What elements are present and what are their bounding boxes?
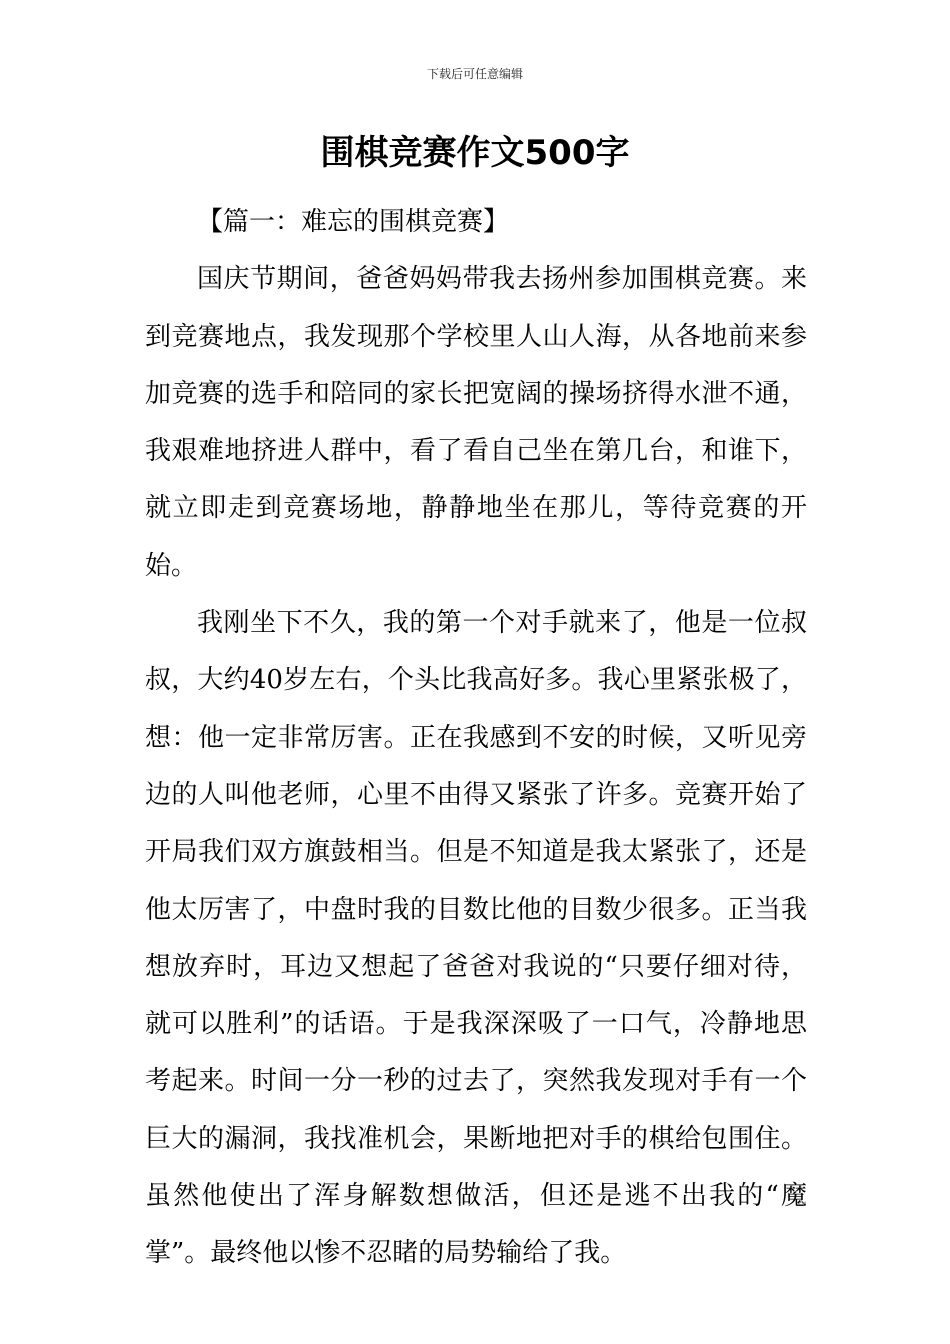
document-body bbox=[145, 194, 807, 1283]
document-title: 围棋竞赛作文500字 bbox=[320, 133, 630, 173]
paragraph-2: 我刚坐下不久，我的第一个对手就来了，他是一位叔叔，大约40岁左右，个头比我高好多。我心里紧张极了，想：他一定非常厉害。正在我感到不安的时候，又听见旁边的人叫他老师，心里不由得又紧张了许多。竞赛开始了开局我们双方旗鼓相当。但是不知道是我太紧张了，还是他太厉害了，中盘时我的目数比他的目数少很多。正当我想放弃时，耳边又想起了爸爸对我说的“只要仔细对待，就可以胜利”的话语。于是我深深吸了一口气，冷静地思考起来。时间一分一秒的过去了，突然我发现对手有一个巨大的漏洞，我找准机会，果断地把对手的棋给包围住。虽然他使出了浑身解数想做活，但还是逃不出我的“魔掌”。最终他以惨不忍睹的局势输给了我。 bbox=[145, 608, 807, 1269]
section-heading: 【篇一：难忘的围棋竞赛】 bbox=[197, 207, 510, 237]
header-note: 下载后可任意编辑 bbox=[426, 67, 523, 81]
paragraph-1: 国庆节期间，爸爸妈妈带我去扬州参加围棋竞赛。来到竞赛地点，我发现那个学校里人山人海，从各地前来参加竞赛的选手和陪同的家长把宽阔的操场挤得水泄不通，我艰难地挤进人群中，看了看自己坐在第几台，和谁下，就立即走到竞赛场地，静静地坐在那儿，等待竞赛的开始。 bbox=[145, 264, 807, 581]
